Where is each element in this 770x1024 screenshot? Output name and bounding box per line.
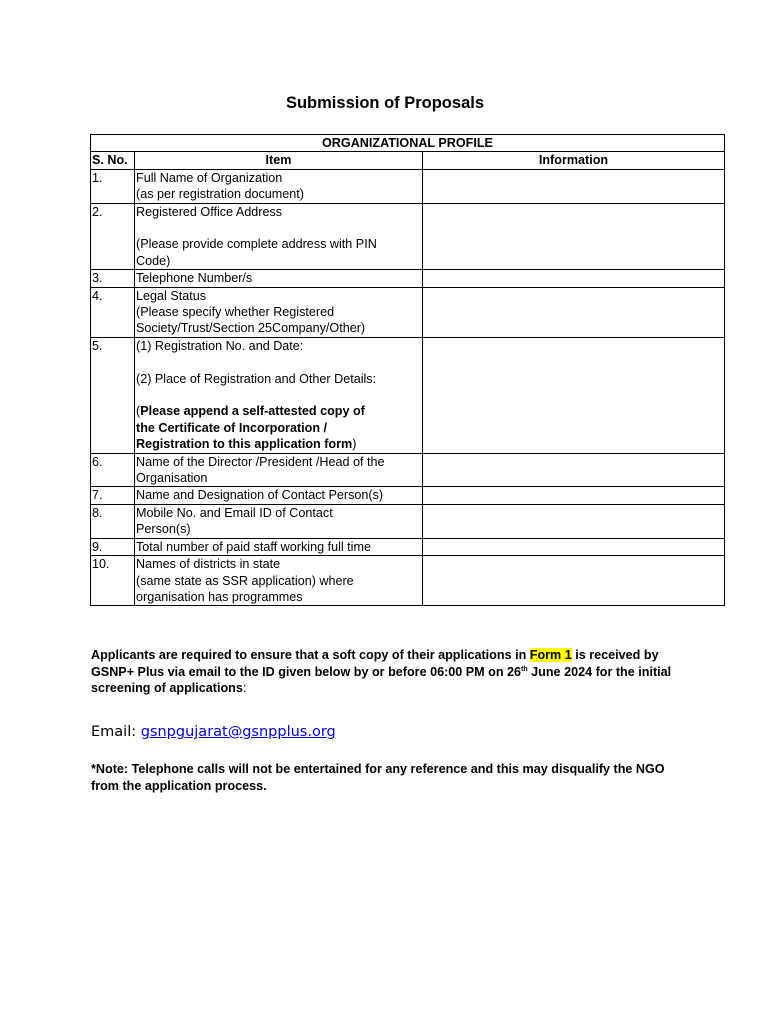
email-label: Email: — [91, 724, 141, 740]
item-subtext: Code) — [136, 253, 171, 268]
row-sno: 7. — [91, 487, 135, 504]
item-text: Mobile No. and Email ID of Contact — [136, 505, 333, 520]
row-sno: 4. — [91, 287, 135, 337]
item-text: Full Name of Organization — [136, 170, 283, 185]
row-item — [135, 453, 423, 487]
column-header-sno: S. No. — [91, 152, 135, 169]
blank-line — [136, 387, 421, 403]
notice-text: June 2024 for the initial screening of applications — [91, 664, 672, 696]
row-sno: 9. — [91, 538, 135, 555]
submission-notice — [91, 647, 691, 697]
table-row — [91, 453, 725, 487]
information-cell[interactable] — [423, 487, 725, 504]
row-item — [135, 169, 423, 203]
row-item — [135, 287, 423, 337]
table-row — [91, 504, 725, 538]
column-header-information: Information — [423, 152, 725, 169]
date-ordinal-suffix: th — [521, 665, 528, 673]
information-cell[interactable] — [423, 287, 725, 337]
table-row — [91, 487, 725, 504]
email-line — [91, 724, 336, 740]
row-item — [135, 504, 423, 538]
row-sno: 8. — [91, 504, 135, 538]
information-cell[interactable] — [423, 270, 725, 287]
row-sno: 6. — [91, 453, 135, 487]
table-row — [91, 169, 725, 203]
item-text: Person(s) — [136, 522, 191, 537]
item-subtext: (Please provide complete address with PIN — [136, 237, 377, 252]
instruction-bold: Please append a self-attested copy of — [140, 404, 365, 419]
row-item — [135, 556, 423, 606]
paren-close: ) — [352, 437, 357, 452]
table-row — [91, 337, 725, 453]
section-header: ORGANIZATIONAL PROFILE — [91, 135, 725, 152]
email-link[interactable]: gsnpgujarat@gsnpplus.org — [140, 724, 336, 740]
note-text: *Note: Telephone calls will not be entertained for any reference and this may disqualify the NGO from the application process. — [91, 762, 665, 793]
item-instruction-line — [136, 436, 421, 452]
table-row — [91, 270, 725, 287]
item-text: Legal Status — [136, 288, 207, 303]
notice-text: Applicants are required to ensure that a soft copy of their applications in — [91, 648, 530, 662]
table-row — [91, 538, 725, 555]
table-section-header-row — [91, 135, 725, 152]
item-subtext: (Please specify whether Registered — [136, 305, 335, 320]
information-cell[interactable] — [423, 556, 725, 606]
item-text: (2) Place of Registration and Other Details: — [136, 371, 377, 386]
column-header-item: Item — [135, 152, 423, 169]
notice-text: is received by GSNP+ Plus via email to the ID given below by or before 06:00 PM on 26 — [91, 648, 659, 679]
item-subtext: organisation has programmes — [136, 589, 303, 604]
page-title: Submission of Proposals — [285, 94, 485, 112]
item-subtext: (same state as SSR application) where — [136, 573, 354, 588]
information-cell[interactable] — [423, 337, 725, 453]
table-column-header-row — [91, 152, 725, 169]
item-instruction-line — [136, 403, 421, 419]
row-sno: 5. — [91, 337, 135, 453]
item-text: Name and Designation of Contact Person(s) — [136, 488, 384, 503]
row-item — [135, 487, 423, 504]
row-sno: 2. — [91, 203, 135, 270]
table-row — [91, 287, 725, 337]
row-item — [135, 538, 423, 555]
organizational-profile-table — [90, 134, 725, 606]
item-subtext: (as per registration document) — [136, 187, 304, 202]
information-cell[interactable] — [423, 453, 725, 487]
table-row — [91, 556, 725, 606]
row-sno: 1. — [91, 169, 135, 203]
item-text: Telephone Number/s — [136, 271, 253, 286]
instruction-bold: Registration to this application form — [136, 437, 353, 452]
item-text: Registered Office Address — [136, 204, 283, 219]
form-1-highlight: Form 1 — [529, 648, 572, 662]
item-text: Total number of paid staff working full time — [136, 539, 371, 554]
row-item — [135, 270, 423, 287]
item-text: Organisation — [136, 471, 208, 486]
item-text: (1) Registration No. and Date: — [136, 338, 304, 353]
row-sno: 3. — [91, 270, 135, 287]
information-cell[interactable] — [423, 169, 725, 203]
instruction-bold: the Certificate of Incorporation / — [136, 420, 328, 435]
information-cell[interactable] — [423, 504, 725, 538]
item-subtext: Society/Trust/Section 25Company/Other) — [136, 321, 366, 336]
row-item — [135, 203, 423, 270]
item-text: Name of the Director /President /Head of the — [136, 454, 385, 469]
blank-line — [136, 220, 421, 236]
blank-line — [136, 354, 421, 370]
paren-open: ( — [136, 404, 141, 419]
row-sno: 10. — [91, 556, 135, 606]
information-cell[interactable] — [423, 203, 725, 270]
item-text: Names of districts in state — [136, 557, 281, 572]
row-item — [135, 337, 423, 453]
table-row — [91, 203, 725, 270]
information-cell[interactable] — [423, 538, 725, 555]
notice-colon: : — [242, 681, 247, 696]
